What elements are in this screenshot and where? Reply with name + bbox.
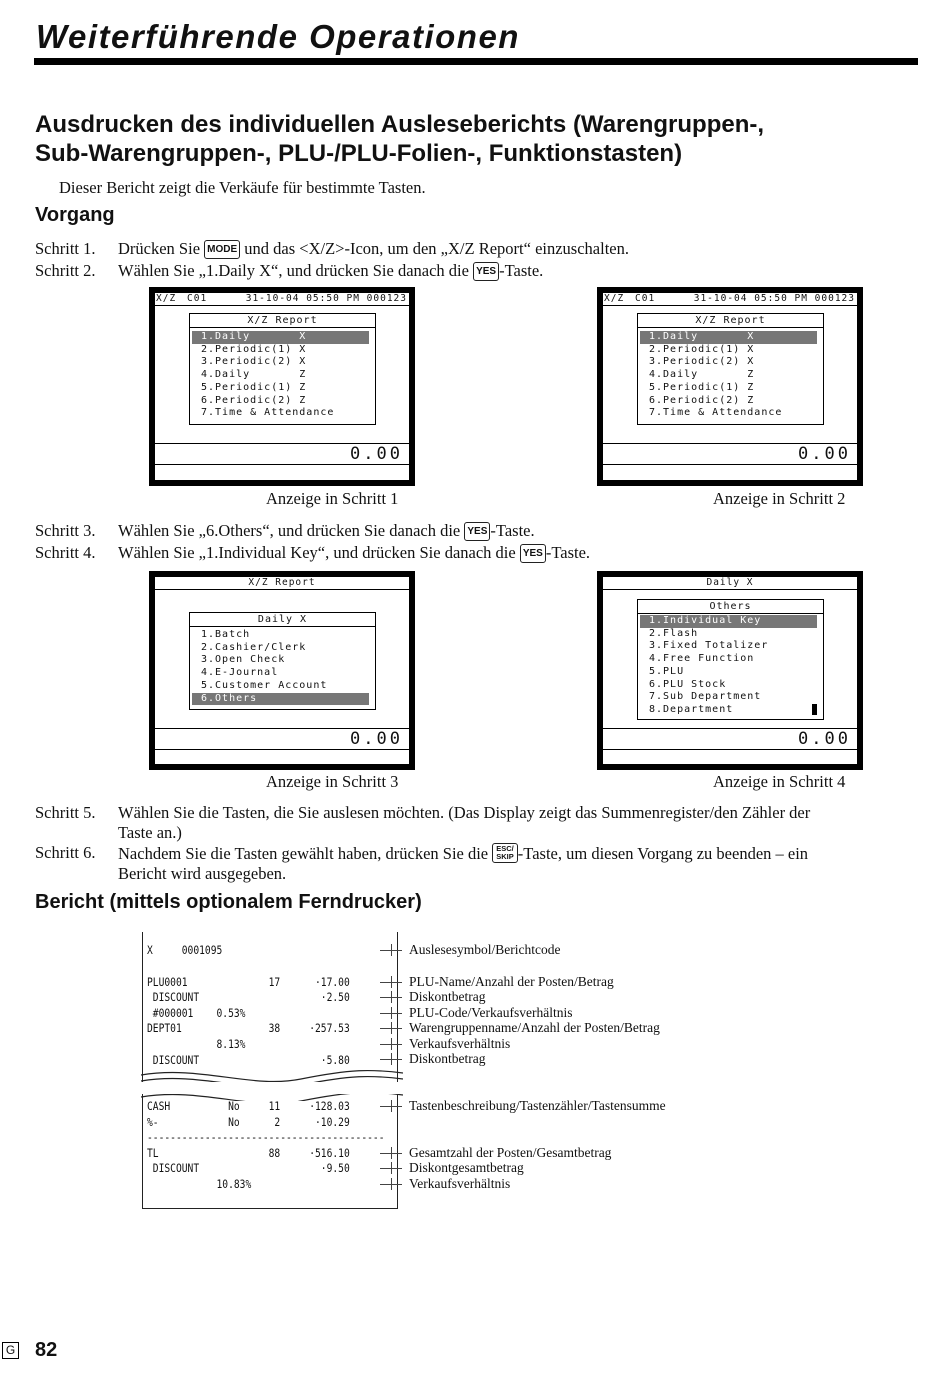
step-2-text: Wählen Sie „1.Daily X“, und drücken Sie danach die YES -Taste. [118,261,544,280]
menu-item[interactable]: 3.Periodic(2) X [649,356,755,368]
amount-display: 0.00 [350,444,403,464]
annotation-label: PLU-Code/Verkaufsverhältnis [409,1005,573,1020]
menu-item[interactable]: 6.Periodic(2) Z [201,394,307,406]
receipt-line: TL 88 ·516.10 [147,1147,350,1160]
menu-item[interactable]: 7.Time & Attendance [649,407,783,419]
menu-item[interactable]: 5.Customer Account [201,679,328,691]
step-6-label: Schritt 6. [35,843,96,862]
display-screen-step3 [149,571,415,770]
annotation-label: Auslesesymbol/Berichtcode [409,942,561,957]
step-5-text: Wählen Sie die Tasten, die Sie auslesen möchten. (Das Display zeigt das Summenregister/den Zähler der Taste an.) [118,803,811,842]
menu-item[interactable]: 5.Periodic(1) Z [649,381,755,393]
menu-item[interactable]: 5.PLU [649,665,685,677]
menu-item[interactable]: 3.Periodic(2) X [201,356,307,368]
language-marker: G [2,1342,19,1359]
annotation-label: Gesamtzahl der Posten/Gesamtbetrag [409,1145,612,1160]
receipt-line: #000001 0.53% [147,1007,246,1020]
receipt-line: 8.13% [147,1038,246,1051]
xz-report-menu: X/Z Report 1.Daily X 2.Periodic(1) X 3.Periodic(2) X 4.Daily Z 5.Periodic(1) Z 6.Periodic(2) Z 7.Time & Attendance [637,313,824,425]
menu-item[interactable]: 1.Individual Key [640,615,817,628]
yes-key-icon: YES [520,544,546,563]
scroll-indicator-icon [812,704,817,715]
yes-key-icon: YES [473,262,499,281]
caption-step4: Anzeige in Schritt 4 [713,772,846,791]
annotation-label: Verkaufsverhältnis [409,1176,511,1191]
caption-step3: Anzeige in Schritt 3 [266,772,399,791]
receipt-line: PLU0001 17 ·17.00 [147,976,350,989]
header-rule [34,58,918,65]
menu-item[interactable]: 4.Daily Z [201,369,307,381]
receipt-line: X 0001095 [147,944,223,957]
step-1-label: Schritt 1. [35,239,96,258]
receipt-line: %- No 2 ·10.29 [147,1116,350,1129]
screen-title-bar: Daily X [603,577,857,590]
menu-item[interactable]: 6.Others [192,693,369,706]
menu-item[interactable]: 2.Flash [649,627,699,639]
sample-receipt [142,932,398,1209]
screen-status-bar: X/Z C01 31-10-04 05:50 PM 000123 [604,293,855,304]
screen-status-bar: X/Z C01 31-10-04 05:50 PM 000123 [156,293,407,304]
menu-item[interactable]: 4.Free Function [649,653,755,665]
step-2-label: Schritt 2. [35,261,96,280]
annotation-label: Warengruppenname/Anzahl der Posten/Betrag [409,1020,660,1035]
yes-key-icon: YES [464,522,490,541]
menu-item[interactable]: 8.Department [649,703,734,715]
others-menu: Others 1.Individual Key 2.Flash 3.Fixed Totalizer 4.Free Function 5.PLU 6.PLU Stock 7.Sub Department 8.Department [637,599,824,720]
esc-skip-key-icon: ESC/ SKIP [492,843,518,863]
receipt-line: 10.83% [147,1178,252,1191]
annotation-label: Verkaufsverhältnis [409,1036,511,1051]
menu-item[interactable]: 7.Time & Attendance [201,407,335,419]
page-header-title: Weiterführende Operationen [36,18,520,55]
caption-step1: Anzeige in Schritt 1 [266,489,399,508]
step-3-label: Schritt 3. [35,521,96,540]
menu-item[interactable]: 2.Periodic(1) X [649,343,755,355]
step-3-text: Wählen Sie „6.Others“, und drücken Sie danach die YES -Taste. [118,521,535,540]
receipt-tear-break [141,1067,403,1101]
step-6-text: Nachdem Sie die Tasten gewählt haben, drücken Sie die ESC/ SKIP -Taste, um diesen Vorgang zu beenden – ein Bericht wird ausgegeben. [118,844,809,883]
menu-item[interactable]: 1.Batch [201,629,251,640]
menu-item[interactable]: 3.Fixed Totalizer [649,640,769,652]
menu-item[interactable]: 5.Periodic(1) Z [201,381,307,393]
page-number: 82 [35,1339,58,1361]
amount-display: 0.00 [350,729,403,749]
amount-display: 0.00 [798,444,851,464]
step-4-label: Schritt 4. [35,543,96,562]
section-title-line1: Ausdrucken des individuellen Ausleseberichts (Warengruppen-, [35,111,765,138]
xz-report-menu: X/Z Report 1.Daily X 2.Periodic(1) X 3.Periodic(2) X 4.Daily Z 5.Periodic(1) Z 6.Periodic(2) Z 7.Time & Attendance [189,313,376,425]
menu-item[interactable]: 6.PLU Stock [649,678,727,690]
menu-item[interactable]: 2.Cashier/Clerk [201,641,307,653]
menu-item[interactable]: 3.Open Check [201,654,286,666]
section-title-line2: Sub-Warengruppen-, PLU-/PLU-Folien-, Funktionstasten) [35,140,683,167]
menu-item[interactable]: 1.Daily X [192,331,369,344]
amount-display: 0.00 [798,729,851,749]
annotation-label: PLU-Name/Anzahl der Posten/Betrag [409,974,614,989]
display-screen-step2 [597,287,863,486]
receipt-line: DISCOUNT ·5.80 [147,1054,350,1067]
daily-x-menu: Daily X 1.Batch 2.Cashier/Clerk 3.Open Check 4.E-Journal 5.Customer Account 6.Others [189,612,376,710]
step-5-label: Schritt 5. [35,803,96,822]
step-4-text: Wählen Sie „1.Individual Key“, und drücken Sie danach die YES -Taste. [118,543,591,562]
annotation-label: Tastenbeschreibung/Tastenzähler/Tastensumme [409,1098,666,1113]
step-1-text: Drücken Sie MODE und das <X/Z>-Icon, um den „X/Z Report“ einzuschalten. [118,239,629,258]
menu-item[interactable]: 4.Daily Z [649,369,755,381]
intro-text: Dieser Bericht zeigt die Verkäufe für bestimmte Tasten. [59,178,426,197]
receipt-line: DISCOUNT ·9.50 [147,1162,350,1175]
screen-title-bar: X/Z Report [155,577,409,590]
display-screen-step1 [149,287,415,486]
menu-item[interactable]: 6.Periodic(2) Z [649,394,755,406]
menu-item[interactable]: 2.Periodic(1) X [201,343,307,355]
procedure-heading: Vorgang [35,204,115,226]
report-heading: Bericht (mittels optionalem Ferndrucker) [35,891,422,913]
receipt-line: ----------------------------------------- [147,1131,385,1144]
receipt-line: CASH No 11 ·128.03 [147,1100,350,1113]
section-title [35,110,764,168]
annotation-label: Diskontbetrag [409,989,486,1004]
annotation-label: Diskontgesamtbetrag [409,1160,524,1175]
receipt-line: DISCOUNT ·2.50 [147,991,350,1004]
mode-key-icon: MODE [204,240,240,259]
menu-item[interactable]: 4.E-Journal [201,667,279,679]
menu-item[interactable]: 1.Daily X [640,331,817,344]
menu-item[interactable]: 7.Sub Department [649,691,762,703]
caption-step2: Anzeige in Schritt 2 [713,489,846,508]
annotation-label: Diskontbetrag [409,1051,486,1066]
receipt-line: DEPT01 38 ·257.53 [147,1022,350,1035]
display-screen-step4 [597,571,863,770]
